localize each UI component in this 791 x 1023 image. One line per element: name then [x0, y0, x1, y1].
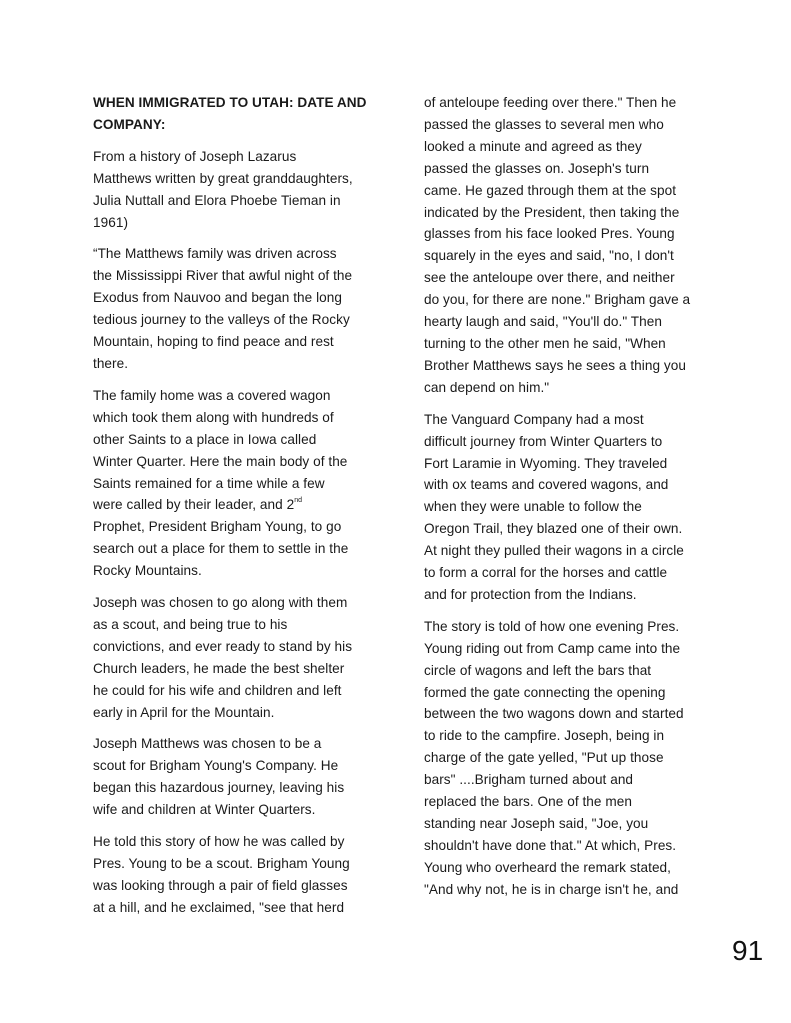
paragraph-gate-story: The story is told of how one evening Pres. Young riding out from Camp came into the circle of wagons and left the bars that formed the gate connecting the opening between the two wagons down and started to ride to the campfire. Joseph, being in charge of the gate yelled, "Put up those bars" ....Brigham turned about and replaced the bars. One of the men standing near Joseph said, "Joe, you shouldn't have done that." At which, Pres. Young who overheard the remark stated, "And why not, he is in charge isn't he, and [424, 618, 684, 897]
paragraph-brigham-company: Joseph Matthews was chosen to be a scout for Brigham Young's Company. He began this hazardous journey, leaving his wife and children at Winter Quarters. [93, 736, 345, 818]
paragraph-source: From a history of Joseph Lazarus Matthews written by great granddaughters, Julia Nuttall and Elora Phoebe Tieman in 1961) [93, 148, 353, 230]
right-column [424, 92, 714, 911]
paragraph-family-home [93, 385, 383, 582]
left-column [93, 92, 383, 929]
ordinal-superscript: nd [294, 497, 303, 505]
family-home-text: The family home was a covered wagon which took them along with hundreds of other Saints to a place in Iowa called Winter Quarter. Here the main body of the Saints remained for a time while a few were called by their leader, and 2 [93, 387, 348, 513]
paragraph-exodus: “The Matthews family was driven across the Mississippi River that awful night of the Exodus from Nauvoo and began the long tedious journey to the valleys of the Rocky Mountain, hoping to find peace and rest there. [93, 246, 353, 371]
paragraph-vanguard: The Vanguard Company had a most difficult journey from Winter Quarters to Fort Laramie in Wyoming. They traveled with ox teams and covered wagons, and when they were unable to follow the Oregon Trail, they blazed one of their own. At night they pulled their wagons in a circle to form a corral for the horses and cattle and for protection from the Indians. [424, 411, 684, 602]
paragraph-scout-chosen: Joseph was chosen to go along with them as a scout, and being true to his convictions, and ever ready to stand by his Church leaders, he made the best shelter he could for his wife and children and left early in April for the Mountain. [93, 595, 353, 720]
section-heading: WHEN IMMIGRATED TO UTAH: DATE AND COMPANY: [93, 95, 367, 132]
family-home-text-continued: Prophet, President Brigham Young, to go search out a place for them to settle in the Rocky Mountains. [93, 519, 349, 579]
paragraph-story-intro: He told this story of how he was called by Pres. Young to be a scout. Brigham Young was looking through a pair of field glasses at a hill, and he exclaimed, "see that herd [93, 834, 350, 915]
paragraph-anteloupe: of anteloupe feeding over there." Then he passed the glasses to several men who looked a minute and agreed as they passed the glasses on. Joseph's turn came. He gazed through them at the spot indicated by the President, then taking the glasses from his face looked Pres. Young squarely in the eyes and said, "no, I don't see the anteloupe over there, and neither do you, for there are none." Brigham gave a hearty laugh and said, "You'll do." Then turning to the other men he said, "When Brother Matthews says he sees a thing you can depend on him." [424, 95, 691, 395]
page-number: 91 [732, 935, 764, 966]
